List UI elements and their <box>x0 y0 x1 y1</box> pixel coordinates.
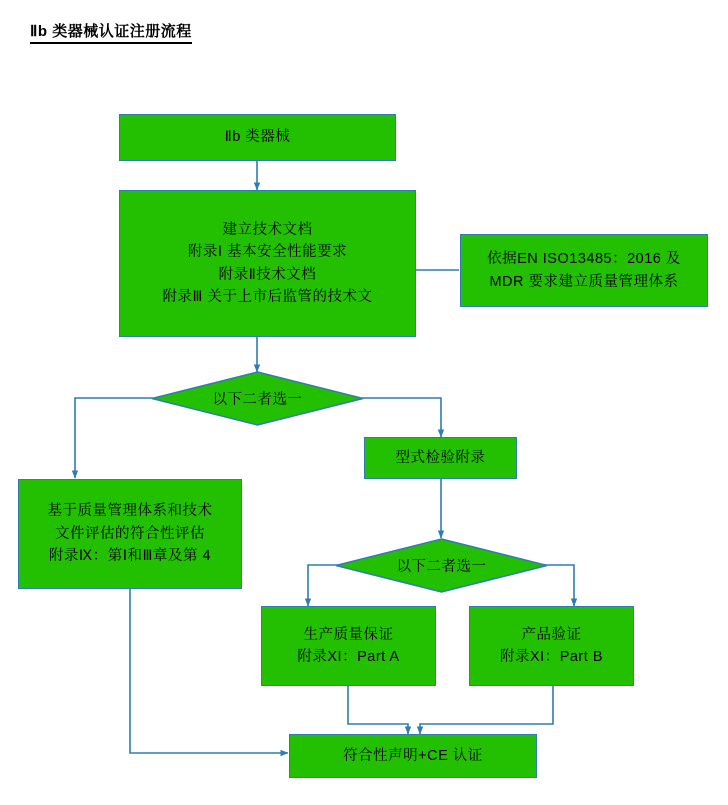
node-conformity-assessment-line-1: 文件评估的符合性评估 <box>55 525 205 542</box>
node-type-exam[interactable] <box>364 437 517 479</box>
node-conformity-assessment-line-0: 基于质量管理体系和技术 <box>47 503 213 520</box>
node-type-exam-line-0: 型式检验附录 <box>395 449 486 466</box>
node-tech-doc[interactable] <box>119 190 416 337</box>
node-device[interactable] <box>119 114 396 161</box>
decision-choose-one-top-label: 以下二者选一 <box>212 392 303 408</box>
page-title: Ⅱb 类器械认证注册流程 <box>30 20 192 44</box>
node-conformity-assessment[interactable] <box>18 479 242 589</box>
node-tech-doc-line-2: 附录Ⅱ技术文档 <box>218 266 317 283</box>
node-device-line-0: Ⅱb 类器械 <box>224 129 291 146</box>
node-product-verification-line-1: 附录XI：Part B <box>500 649 603 665</box>
node-tech-doc-line-3: 附录Ⅲ 关于上市后监管的技术文 <box>162 288 373 305</box>
node-product-verification-line-0: 产品验证 <box>521 626 582 643</box>
node-tech-doc-line-1: 附录Ⅰ 基本安全性能要求 <box>187 244 348 261</box>
node-production-qa-line-0: 生产质量保证 <box>303 626 394 643</box>
node-qms-note-line-0: 依据EN ISO13485：2016 及 <box>487 251 681 268</box>
node-qms-note-line-1: MDR 要求建立质量管理体系 <box>489 273 679 290</box>
decision-choose-one-bottom-label: 以下二者选一 <box>396 559 487 575</box>
node-conformity-assessment-line-2: 附录Ⅸ：第Ⅰ和Ⅲ章及第 4 <box>48 548 212 565</box>
node-declaration-line-0: 符合性声明+CE 认证 <box>343 747 483 764</box>
node-production-qa-line-1: 附录XI：Part A <box>297 649 400 665</box>
node-tech-doc-line-0: 建立技术文档 <box>222 221 313 238</box>
node-product-verification[interactable] <box>469 606 634 686</box>
decision-choose-one-bottom[interactable] <box>336 539 547 592</box>
node-declaration[interactable] <box>289 734 537 778</box>
node-production-qa[interactable] <box>261 606 436 686</box>
node-qms-note[interactable] <box>460 234 708 307</box>
decision-choose-one-top[interactable] <box>152 372 363 425</box>
